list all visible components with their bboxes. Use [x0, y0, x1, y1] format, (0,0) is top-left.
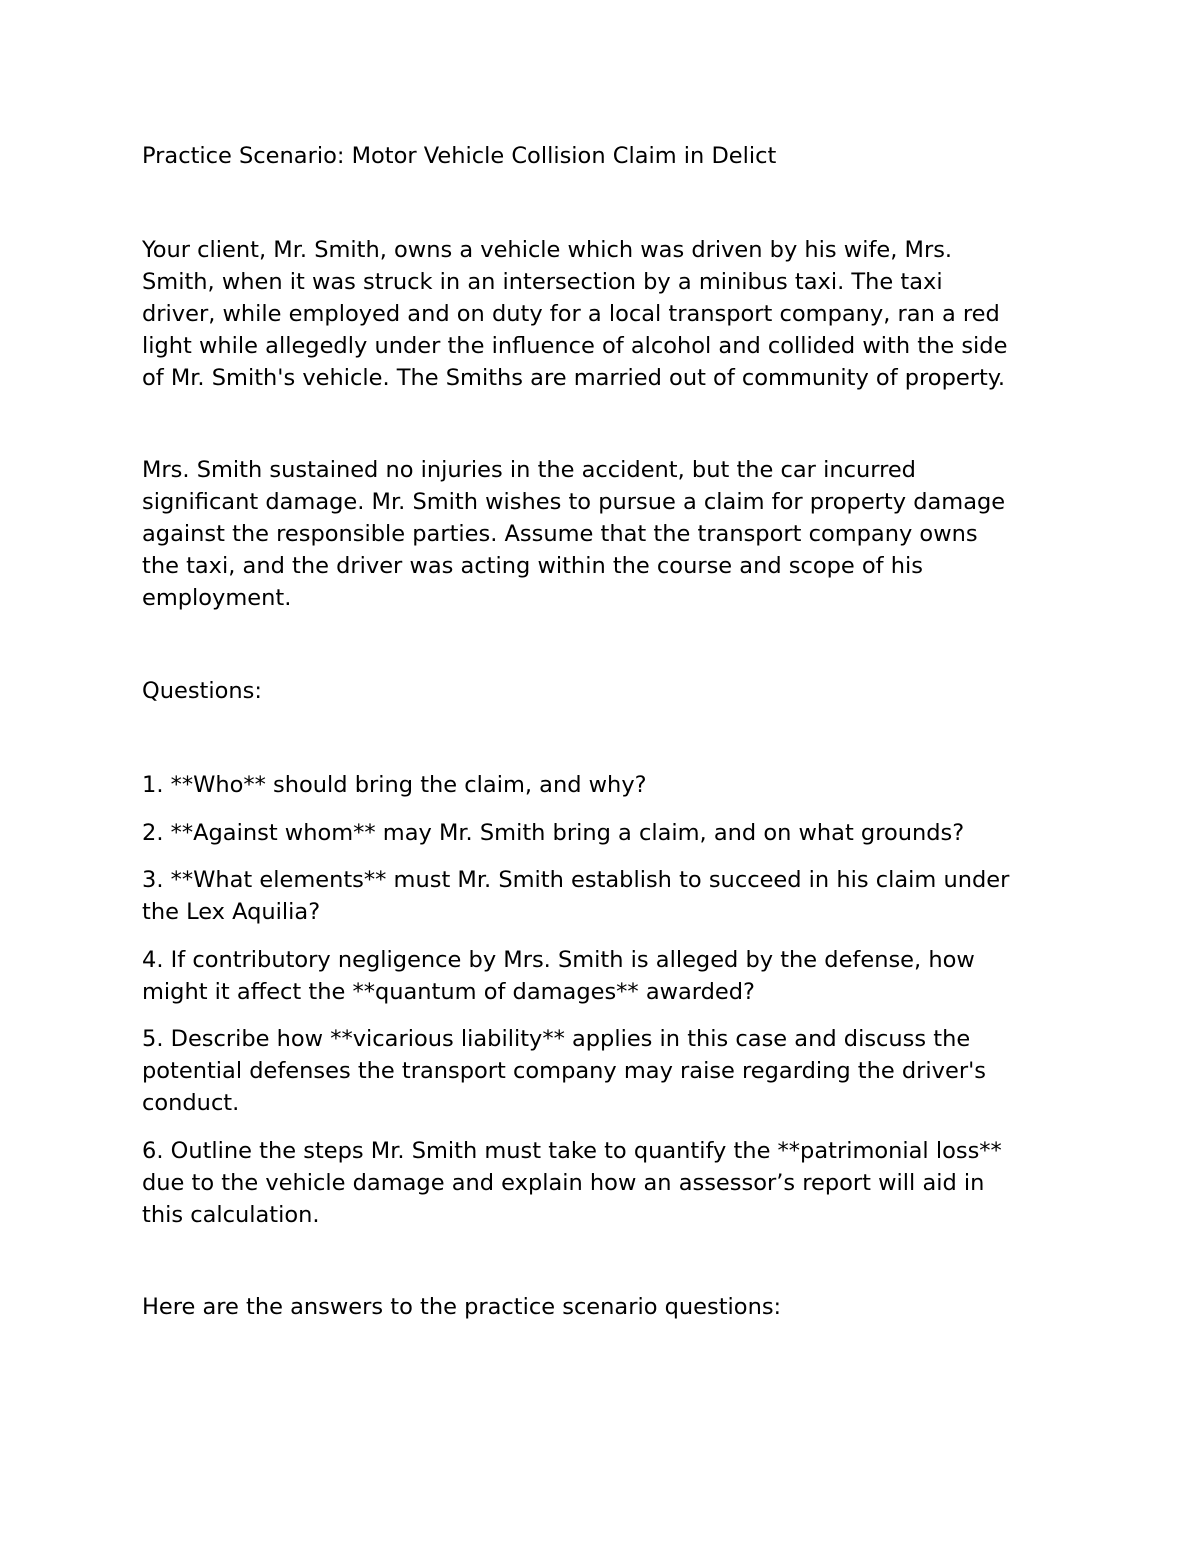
questions-heading: Questions:	[142, 678, 262, 704]
question-item: 3. **What elements** must Mr. Smith establish to succeed in his claim under the Lex Aquilia?	[142, 867, 1010, 925]
question-item: 5. Describe how **vicarious liability** applies in this case and discuss the potential defenses the transport company may raise regarding the driver's conduct.	[142, 1026, 986, 1116]
scenario-paragraph: Your client, Mr. Smith, owns a vehicle which was driven by his wife, Mrs. Smith, when it was struck in an intersection by a minibus taxi. The taxi driver, while employed and on duty for a local transport company, ran a red light while allegedly under the influence of alcohol and collided with the side of Mr. Smith's vehicle. The Smiths are married out of community of property.	[142, 237, 1008, 391]
question-list	[142, 769, 1072, 1246]
document-title: Practice Scenario: Motor Vehicle Collision Claim in Delict	[142, 143, 777, 169]
question-item: 6. Outline the steps Mr. Smith must take to quantify the **patrimonial loss** due to the vehicle damage and explain how an assessor’s report will aid in this calculation.	[142, 1137, 1002, 1228]
answers-intro: Here are the answers to the practice scenario questions:	[142, 1294, 782, 1320]
question-item: 4. If contributory negligence by Mrs. Smith is alleged by the defense, how might it affect the **quantum of damages** awarded?	[142, 946, 975, 1005]
question-item: 1. **Who** should bring the claim, and why?	[142, 772, 647, 798]
question-item: 2. **Against whom** may Mr. Smith bring a claim, and on what grounds?	[142, 819, 965, 846]
scenario-paragraph: Mrs. Smith sustained no injuries in the accident, but the car incurred significant damage. Mr. Smith wishes to pursue a claim for property damage against the responsible parties. Assume that the transport company owns the taxi, and the driver was acting within the course and scope of his employment.	[142, 457, 1006, 611]
